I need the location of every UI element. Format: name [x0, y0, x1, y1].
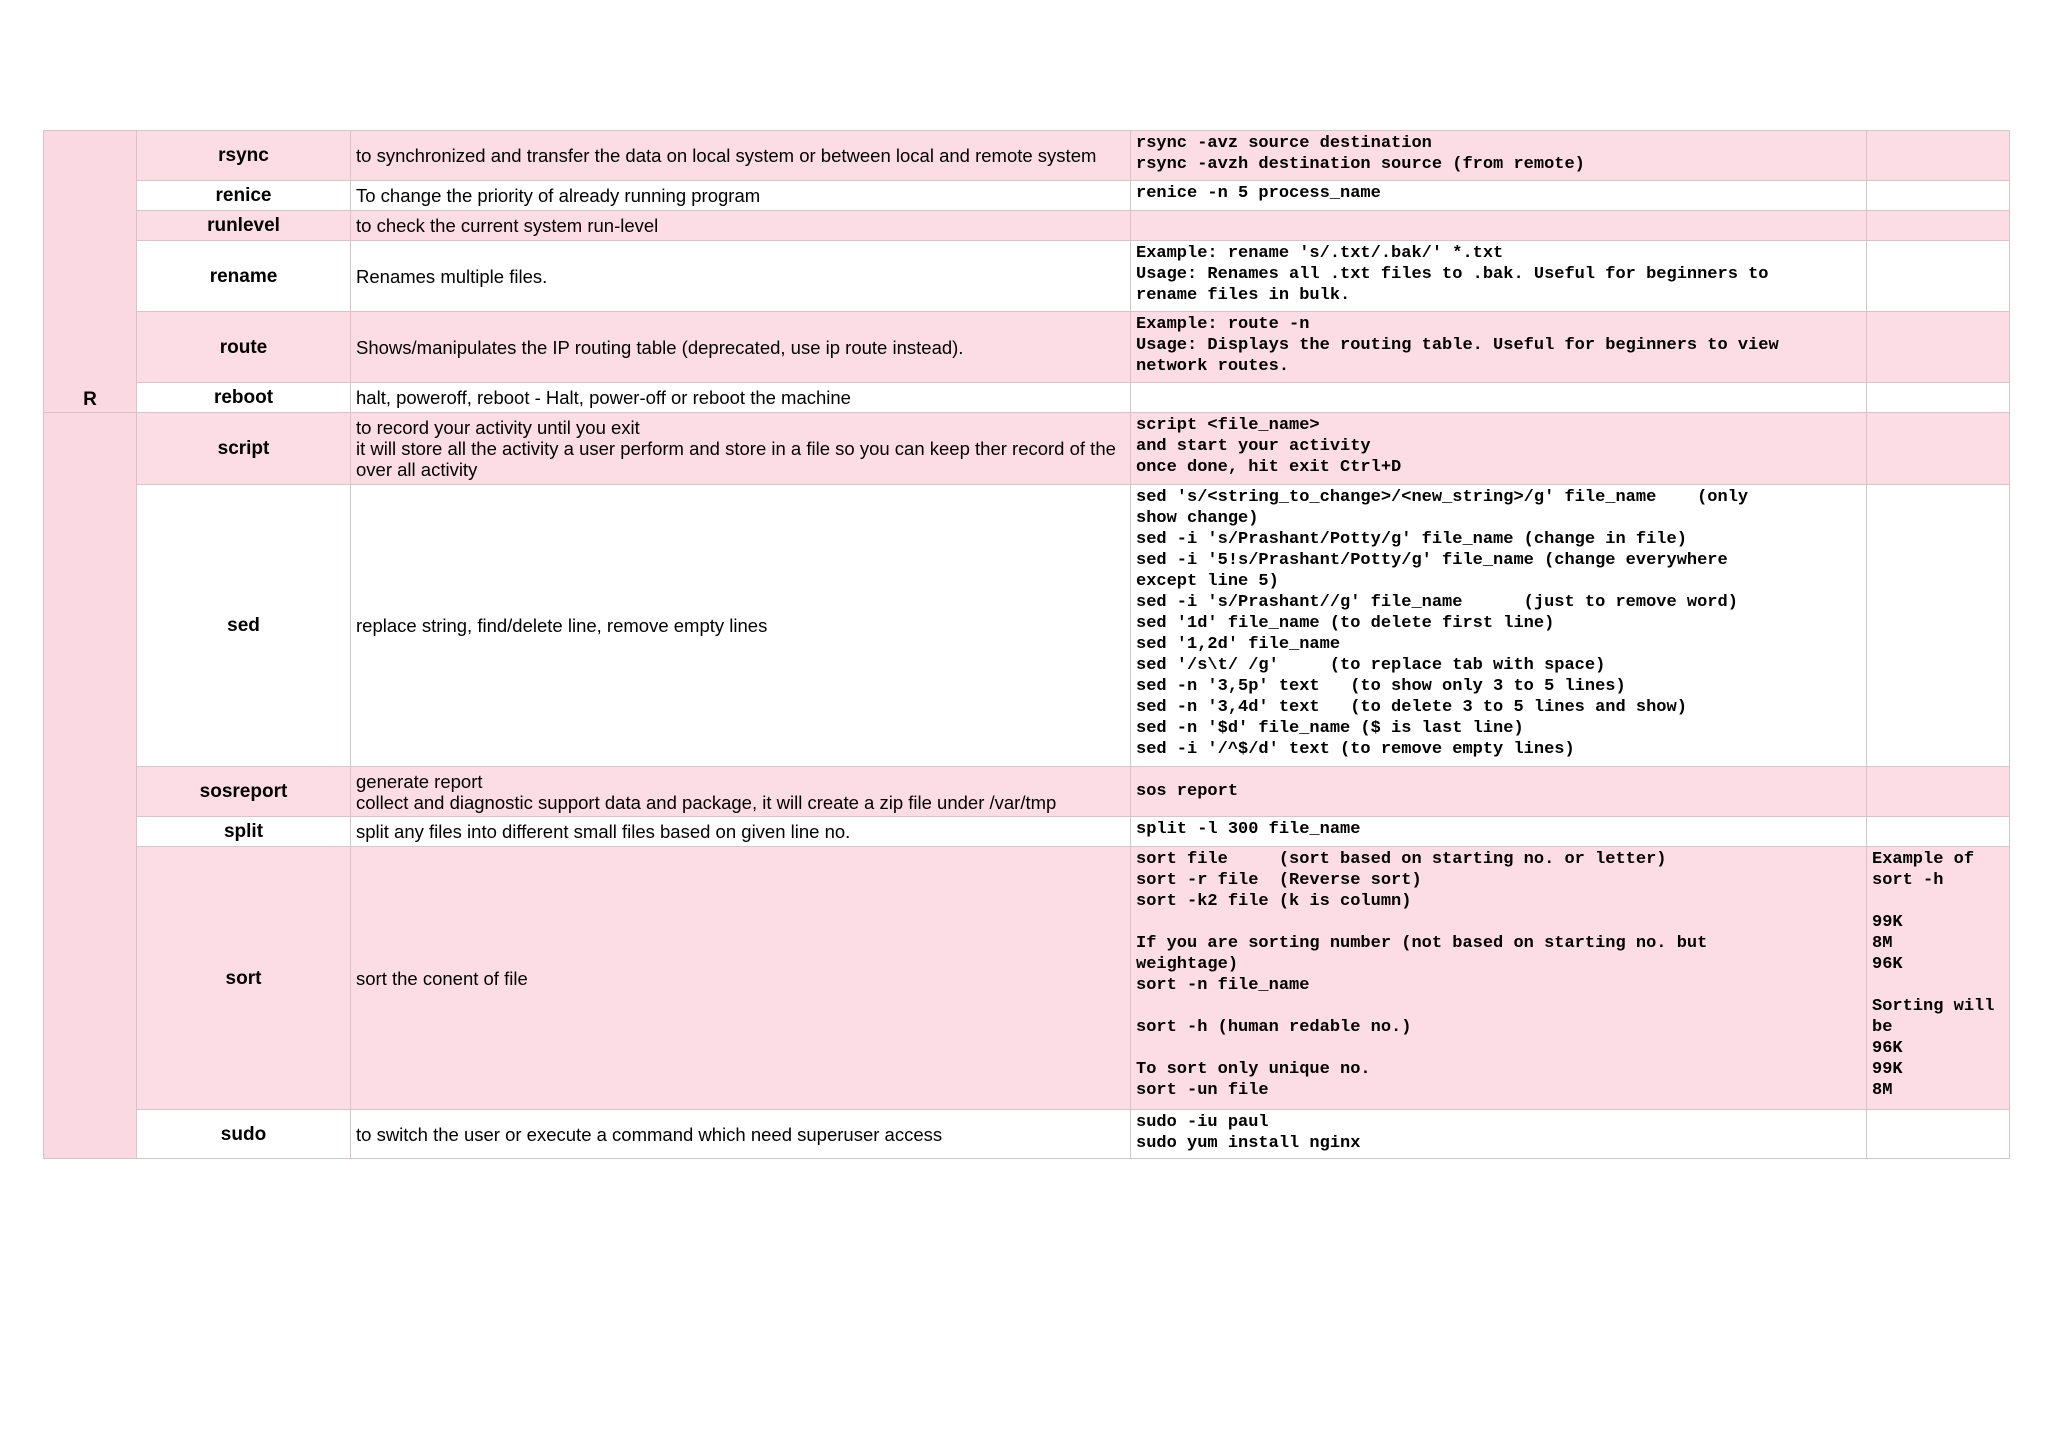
command-name: rsync [137, 131, 351, 181]
table-row [44, 241, 2010, 312]
table-row [44, 131, 2010, 181]
command-example: sos report [1131, 767, 1867, 817]
command-description: Renames multiple files. [351, 241, 1131, 312]
command-example: script <file_name> and start your activity once done, hit exit Ctrl+D [1131, 413, 1867, 485]
command-name: sed [137, 485, 351, 767]
command-name: runlevel [137, 211, 351, 241]
table-row [44, 767, 2010, 817]
command-note [1867, 131, 2010, 181]
table-row [44, 817, 2010, 847]
command-name: renice [137, 181, 351, 211]
command-note [1867, 1110, 2010, 1159]
command-note [1867, 413, 2010, 485]
command-name: sosreport [137, 767, 351, 817]
command-name: sudo [137, 1110, 351, 1159]
command-note [1867, 485, 2010, 767]
table-row [44, 485, 2010, 767]
command-example: renice -n 5 process_name [1131, 181, 1867, 211]
command-note [1867, 817, 2010, 847]
command-description: to record your activity until you exit it will store all the activity a user perform and store in a file so you can keep ther record of the over all activity [351, 413, 1131, 485]
section-letter [44, 241, 137, 312]
command-note [1867, 767, 2010, 817]
command-description: halt, poweroff, reboot - Halt, power-off or reboot the machine [351, 383, 1131, 413]
command-note [1867, 181, 2010, 211]
command-note: Example of sort -h 99K 8M 96K Sorting will be 96K 99K 8M [1867, 847, 2010, 1110]
command-example [1131, 211, 1867, 241]
table-row [44, 312, 2010, 383]
command-example: sed 's/<string_to_change>/<new_string>/g' file_name (only show change) sed -i 's/Prashant/Potty/g' file_name (change in file) sed -i '5!s/Prashant/Potty/g' file_name (change everywhere except line 5) sed -i 's/Prashant//g' file_name (just to remove word) sed '1d' file_name (to delete first line) sed '1,2d' file_name sed '/s\t/ /g' (to replace tab with space) sed -n '3,5p' text (to show only 3 to 5 lines) sed -n '3,4d' text (to delete 3 to 5 lines and show) sed -n '$d' file_name ($ is last line) sed -i '/^$/d' text (to remove empty lines) [1131, 485, 1867, 767]
command-example: Example: rename 's/.txt/.bak/' *.txt Usage: Renames all .txt files to .bak. Useful for beginners to rename files in bulk. [1131, 241, 1867, 312]
section-letter: R [44, 383, 137, 413]
table-row [44, 413, 2010, 485]
command-description: To change the priority of already running program [351, 181, 1131, 211]
section-letter [44, 767, 137, 817]
command-name: sort [137, 847, 351, 1110]
command-name: rename [137, 241, 351, 312]
section-letter [44, 817, 137, 847]
command-example [1131, 383, 1867, 413]
command-name: reboot [137, 383, 351, 413]
command-example: Example: route -n Usage: Displays the routing table. Useful for beginners to view network routes. [1131, 312, 1867, 383]
command-name: split [137, 817, 351, 847]
table-row [44, 847, 2010, 1110]
command-example: sudo -iu paul sudo yum install nginx [1131, 1110, 1867, 1159]
command-reference-table [43, 130, 2010, 1159]
command-example: rsync -avz source destination rsync -avzh destination source (from remote) [1131, 131, 1867, 181]
section-letter [44, 847, 137, 1110]
command-example: sort file (sort based on starting no. or letter) sort -r file (Reverse sort) sort -k2 file (k is column) If you are sorting number (not based on starting no. but weightage) sort -n file_name sort -h (human redable no.) To sort only unique no. sort -un file [1131, 847, 1867, 1110]
section-letter [44, 413, 137, 485]
command-name: route [137, 312, 351, 383]
command-description: generate report collect and diagnostic support data and package, it will create a zip file under /var/tmp [351, 767, 1131, 817]
command-note [1867, 241, 2010, 312]
command-note [1867, 211, 2010, 241]
table-row [44, 383, 2010, 413]
command-description: to synchronized and transfer the data on local system or between local and remote system [351, 131, 1131, 181]
command-name: script [137, 413, 351, 485]
section-letter [44, 485, 137, 767]
table-row [44, 1110, 2010, 1159]
section-letter [44, 131, 137, 181]
command-description: to switch the user or execute a command which need superuser access [351, 1110, 1131, 1159]
command-description: to check the current system run-level [351, 211, 1131, 241]
section-letter [44, 211, 137, 241]
section-letter [44, 1110, 137, 1159]
section-letter [44, 181, 137, 211]
command-note [1867, 383, 2010, 413]
table-row [44, 211, 2010, 241]
section-letter [44, 312, 137, 383]
table-row [44, 181, 2010, 211]
command-note [1867, 312, 2010, 383]
command-description: Shows/manipulates the IP routing table (deprecated, use ip route instead). [351, 312, 1131, 383]
command-description: sort the conent of file [351, 847, 1131, 1110]
command-example: split -l 300 file_name [1131, 817, 1867, 847]
command-description: replace string, find/delete line, remove empty lines [351, 485, 1131, 767]
command-description: split any files into different small files based on given line no. [351, 817, 1131, 847]
